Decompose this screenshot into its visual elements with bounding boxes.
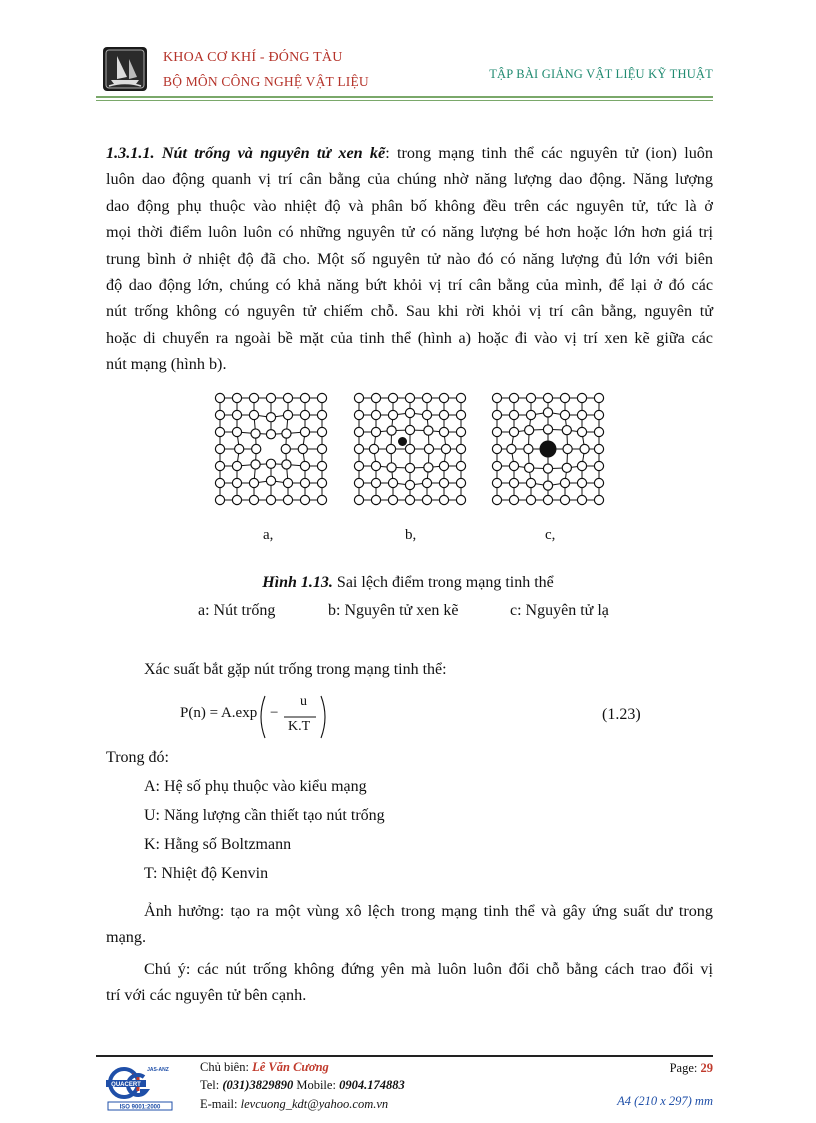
intro-line: dao động phụ thuộc vào nhiệt độ và phân bố không đều trên các nguyên tử, tức là ở <box>106 196 713 215</box>
lattice-atom <box>387 426 396 435</box>
lattice-atom <box>354 410 363 419</box>
lattice-atom <box>525 463 534 472</box>
footer-divider <box>96 1055 713 1057</box>
lattice-atom <box>492 495 501 504</box>
lattice-atom <box>509 427 518 436</box>
lattice-atom <box>543 464 552 473</box>
effect-paragraph <box>106 898 713 951</box>
lattice-atom <box>492 393 501 402</box>
lattice-atom <box>594 478 603 487</box>
formula-minus: − <box>270 705 279 721</box>
lattice-atom <box>439 427 448 436</box>
lattice-atom <box>354 461 363 470</box>
lattice-atom <box>507 444 516 453</box>
lattice-atom <box>215 461 224 470</box>
lattice-atom <box>283 495 292 504</box>
lattice-atom <box>562 426 571 435</box>
svg-text:ISO 9001:2000: ISO 9001:2000 <box>119 1104 161 1111</box>
figure-caption-text: Sai lệch điểm trong mạng tinh thể <box>332 574 554 591</box>
header-divider <box>96 96 713 98</box>
lattice-atom <box>560 495 569 504</box>
lattice-atom <box>422 393 431 402</box>
lattice-atom <box>577 410 586 419</box>
lattice-atom <box>405 408 414 417</box>
figure-label-c: c, <box>545 527 556 543</box>
lattice-atom <box>509 410 518 419</box>
lattice-atom <box>317 410 326 419</box>
page-header <box>103 44 713 100</box>
lattice-atom <box>456 444 465 453</box>
lattice-atom <box>249 410 258 419</box>
lattice-atom <box>215 410 224 419</box>
lattice-atom <box>594 393 603 402</box>
lattice-atom <box>492 461 501 470</box>
definition-t: T: Nhiệt độ Kenvin <box>144 865 269 882</box>
email-address[interactable]: levcuong_kdt@yahoo.com.vn <box>240 1097 389 1111</box>
lattice-atom <box>594 427 603 436</box>
lattice-atom <box>371 461 380 470</box>
lattice-atom <box>456 427 465 436</box>
lattice-atom <box>441 444 450 453</box>
lattice-atom <box>422 410 431 419</box>
figure-caption <box>0 574 816 592</box>
intro-line: nút trống không có nguyên tử chiếm chỗ. Sau khi rời khỏi vị trí cân bằng, nguyên tử <box>106 302 713 321</box>
lattice-atom <box>543 425 552 434</box>
intro-line: nút mạng (hình b). <box>106 355 227 374</box>
lattice-atom <box>283 410 292 419</box>
lattice-atom <box>439 461 448 470</box>
interstitial-atom <box>398 437 407 446</box>
lattice-atom <box>594 461 603 470</box>
footer-phone: Tel: (031)3829890 Mobile: 0904.174883 <box>200 1078 405 1092</box>
lattice-atom <box>577 427 586 436</box>
lattice-atom <box>232 461 241 470</box>
lattice-atom <box>300 410 309 419</box>
lattice-atom <box>298 444 307 453</box>
footer-email: E-mail: levcuong_kdt@yahoo.com.vn <box>200 1097 389 1111</box>
definition-u: U: Năng lượng cần thiết tạo nút trống <box>144 807 385 824</box>
lattice-atom <box>543 393 552 402</box>
lattice-atom <box>439 393 448 402</box>
lattice-atom <box>371 478 380 487</box>
lattice-atom <box>266 393 275 402</box>
intro-line: trung bình ở nhiệt độ đã cho. Một số nguyên tử nào đó có năng lượng đủ lớn với biên <box>106 249 713 268</box>
lattice-atom <box>424 463 433 472</box>
lattice-atom <box>439 495 448 504</box>
lattice-atom <box>371 393 380 402</box>
lattice-atom <box>388 410 397 419</box>
lattice-atom <box>405 480 414 489</box>
faculty-name: KHOA CƠ KHÍ - ĐÓNG TÀU <box>163 50 343 65</box>
lattice-atom <box>317 393 326 402</box>
lattice-atom <box>251 429 260 438</box>
lattice-atom <box>405 393 414 402</box>
lattice-atom <box>251 460 260 469</box>
lattice-atom <box>456 410 465 419</box>
lattice-atom <box>526 495 535 504</box>
lattice-atom <box>354 444 363 453</box>
lattice-atom <box>526 478 535 487</box>
lattice-atom <box>560 410 569 419</box>
lattice-atom <box>563 444 572 453</box>
lattice-atom <box>235 444 244 453</box>
lattice-atom <box>300 495 309 504</box>
lattice-atom <box>266 459 275 468</box>
lattice-atom <box>354 393 363 402</box>
lattice-atom <box>388 393 397 402</box>
lattice-atom <box>249 478 258 487</box>
lattice-atom <box>562 463 571 472</box>
formula-numerator: u <box>300 694 307 709</box>
lattice-atom <box>509 495 518 504</box>
intro-line: hoặc di chuyển ra ngoài bề mặt của tinh thể (hình a) hoặc đi vào vị trí xen kẽ giữa các <box>106 328 713 347</box>
note-line: trí với các nguyên tử bên cạnh. <box>106 986 307 1005</box>
lattice-atom <box>215 495 224 504</box>
lattice-atom <box>232 495 241 504</box>
lattice-atom <box>232 393 241 402</box>
lattice-atom <box>456 393 465 402</box>
school-logo-icon <box>103 47 147 91</box>
lattice-atom <box>215 444 224 453</box>
lattice-atom <box>439 410 448 419</box>
lattice-atom <box>300 427 309 436</box>
point-defect-figure <box>212 388 612 528</box>
lattice-atom <box>266 495 275 504</box>
lattice-atom <box>282 429 291 438</box>
lattice-atom <box>594 495 603 504</box>
lattice-atom <box>525 426 534 435</box>
note-line: Chú ý: các nút trống không đứng yên mà luôn luôn đổi chỗ bằng cách trao đổi vị <box>144 960 713 978</box>
lattice-atom <box>215 478 224 487</box>
formula-lhs: P(n) = A.exp <box>180 705 258 721</box>
lattice-atom <box>456 478 465 487</box>
lattice-atom <box>317 444 326 453</box>
lattice-atom <box>509 461 518 470</box>
intro-line: luôn dao động quanh vị trí cân bằng của chúng nhờ năng lượng dao động. Năng lượng <box>106 170 713 189</box>
definition-a: A: Hệ số phụ thuộc vào kiểu mạng <box>144 778 367 795</box>
lattice-atom <box>266 413 275 422</box>
lattice-atom <box>526 393 535 402</box>
formula-denominator: K.T <box>288 719 311 734</box>
lattice-atom <box>354 427 363 436</box>
lattice-atom <box>283 393 292 402</box>
mobile: 0904.174883 <box>339 1078 405 1092</box>
lattice-atom <box>282 460 291 469</box>
paper-size: A4 (210 x 297) mm <box>617 1094 713 1108</box>
lattice-atom <box>354 495 363 504</box>
intro-line: độ dao động lớn, chúng có khả năng bứt khỏi vị trí cân bằng của mình, để lại ở đó các <box>106 276 713 295</box>
lattice-atom <box>422 495 431 504</box>
lattice-atom <box>424 426 433 435</box>
lattice-atom <box>577 495 586 504</box>
figure-sub-a: a: Nút trống <box>198 602 276 619</box>
lattice-atom <box>577 461 586 470</box>
lattice-atom <box>524 444 533 453</box>
lattice-atom <box>317 427 326 436</box>
lattice-atom <box>232 410 241 419</box>
effect-line: Ảnh hưởng: tạo ra một vùng xô lệch trong mạng tinh thể và gây ứng suất dư trong <box>144 902 713 920</box>
lattice-atom <box>300 393 309 402</box>
where-label: Trong đó: <box>106 749 169 766</box>
lattice-atom <box>386 444 395 453</box>
lattice-atom <box>387 463 396 472</box>
note-paragraph <box>106 956 713 1009</box>
probability-text: Xác suất bắt gặp nút trống trong mạng tinh thể: <box>144 661 447 678</box>
editor-name: Lê Văn Cương <box>252 1060 329 1074</box>
lattice-atom <box>424 444 433 453</box>
intro-paragraph <box>106 140 713 378</box>
lattice-atom <box>439 478 448 487</box>
lattice-atom <box>283 478 292 487</box>
header-divider-thin <box>96 100 713 101</box>
lattice-atom <box>317 495 326 504</box>
lattice-atom <box>317 478 326 487</box>
lattice-atom <box>388 495 397 504</box>
lattice-atom <box>249 393 258 402</box>
lattice-atom <box>317 461 326 470</box>
definition-k: K: Hằng số Boltzmann <box>144 836 292 853</box>
lattice-atom <box>509 393 518 402</box>
lattice-atom <box>577 393 586 402</box>
lattice-atom <box>266 476 275 485</box>
effect-line: mạng. <box>106 928 147 947</box>
lattice-atom <box>405 495 414 504</box>
lattice-atom <box>388 478 397 487</box>
lattice-atom <box>492 427 501 436</box>
telephone: (031)3829890 <box>222 1078 294 1092</box>
intro-line: 1.3.1.1. Nút trống và nguyên tử xen kẽ: trong mạng tinh thể các nguyên tử (ion) luôn <box>106 144 713 162</box>
lattice-atom <box>405 463 414 472</box>
intro-line: mọi thời điểm luôn luôn có những nguyên tử có năng lượng bé hơn hoặc lớn hơn giá trị <box>106 223 713 242</box>
svg-text:JAS-ANZ: JAS-ANZ <box>147 1067 169 1073</box>
lattice-atom <box>266 430 275 439</box>
document-title: TẬP BÀI GIẢNG VẬT LIỆU KỸ THUẬT <box>489 67 713 81</box>
lattice-atom <box>354 478 363 487</box>
section-title: 1.3.1.1. Nút trống và nguyên tử xen kẽ <box>106 144 386 162</box>
lattice-atom <box>232 478 241 487</box>
lattice-atom <box>580 444 589 453</box>
lattice-atom <box>456 495 465 504</box>
lattice-atom <box>215 393 224 402</box>
equation-number: (1.23) <box>602 706 641 723</box>
lattice-atom <box>300 461 309 470</box>
lattice-atom <box>371 410 380 419</box>
lattice-atom <box>422 478 431 487</box>
quacert-iso-logo-icon <box>104 1063 176 1111</box>
lattice-atom <box>369 444 378 453</box>
lattice-atom <box>249 495 258 504</box>
lattice-atom <box>371 427 380 436</box>
lattice-atom <box>281 444 290 453</box>
lattice-atom <box>371 495 380 504</box>
figure-label-b: b, <box>405 527 417 543</box>
page-number: Page: 29 <box>669 1061 713 1075</box>
formula-1-23 <box>180 694 330 740</box>
lattice-atom <box>509 478 518 487</box>
figure-label-a: a, <box>263 527 274 543</box>
lattice-atom <box>543 495 552 504</box>
lattice-atom <box>594 444 603 453</box>
lattice-atom <box>560 393 569 402</box>
svg-text:QUACERT: QUACERT <box>111 1082 141 1088</box>
lattice-atom <box>492 410 501 419</box>
figure-caption-number: Hình 1.13. <box>262 574 333 591</box>
lattice-atom <box>543 408 552 417</box>
footer-editor: Chủ biên: Lê Văn Cương <box>200 1060 329 1074</box>
lattice-atom <box>456 461 465 470</box>
lattice-atom <box>492 444 501 453</box>
lattice-atom <box>543 481 552 490</box>
lattice-atom <box>492 478 501 487</box>
figure-sub-b: b: Nguyên tử xen kẽ <box>328 602 459 619</box>
lattice-atom <box>215 427 224 436</box>
lattice-atom <box>526 410 535 419</box>
lattice-atom <box>252 444 261 453</box>
lattice-atom <box>405 425 414 434</box>
lattice-atom <box>560 478 569 487</box>
lattice-atom <box>300 478 309 487</box>
lattice-atom <box>577 478 586 487</box>
lattice-atom <box>594 410 603 419</box>
foreign-atom <box>540 441 557 458</box>
department-name: BỘ MÔN CÔNG NGHỆ VẬT LIỆU <box>163 74 369 89</box>
lattice-atom <box>405 444 414 453</box>
lattice-atom <box>232 427 241 436</box>
figure-sub-c: c: Nguyên tử lạ <box>510 602 609 619</box>
